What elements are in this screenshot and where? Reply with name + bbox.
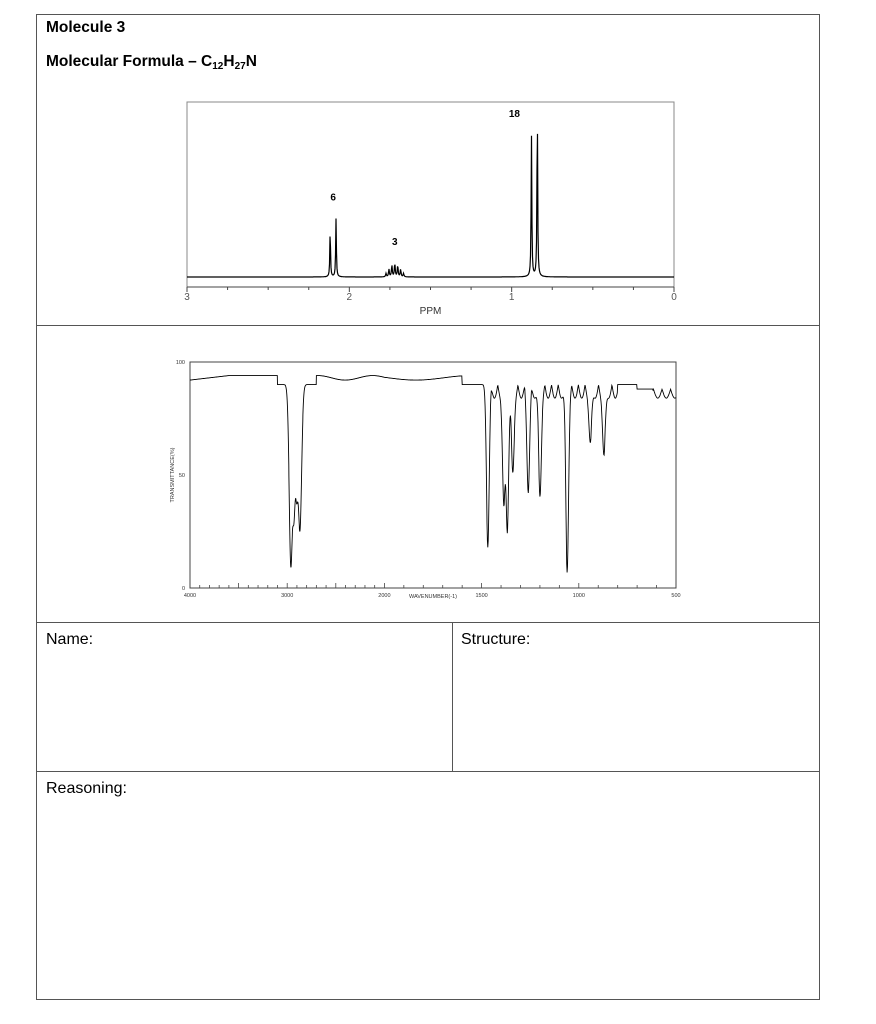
ir-y-tick-label: 100 bbox=[175, 360, 185, 366]
ir-plot-frame bbox=[190, 362, 676, 588]
ir-section bbox=[37, 326, 819, 623]
nmr-tick-label: 3 bbox=[184, 292, 190, 303]
nmr-section bbox=[37, 15, 819, 326]
nmr-plot-frame bbox=[187, 102, 674, 287]
cell-divider bbox=[452, 623, 453, 771]
ir-tick-label: 1500 bbox=[475, 593, 488, 599]
nmr-spectrum-trace bbox=[187, 134, 674, 277]
nmr-integration-label: 18 bbox=[508, 109, 520, 120]
ir-tick-label: 3000 bbox=[281, 593, 294, 599]
ir-tick-label: 1000 bbox=[572, 593, 585, 599]
molecular-formula: Molecular Formula – $C_{12}H_{27}N$ bbox=[46, 53, 257, 72]
ir-tick-label: 2000 bbox=[378, 593, 391, 599]
reasoning-section bbox=[37, 772, 819, 1000]
ir-spectrum-trace bbox=[190, 376, 676, 573]
ir-y-tick-label: 50 bbox=[178, 473, 185, 479]
name-label: Name: bbox=[46, 631, 94, 648]
nmr-integration-label: 6 bbox=[330, 192, 336, 204]
ir-y-axis-label: TRANSMITTANCE(%) bbox=[170, 447, 176, 503]
ir-x-axis-label: WAVENUMBER(-1) bbox=[409, 594, 457, 600]
nmr-x-axis-label: PPM bbox=[419, 306, 442, 317]
ir-tick-label: 4000 bbox=[183, 593, 197, 599]
nmr-spectrum-chart bbox=[37, 15, 821, 326]
name-structure-section bbox=[37, 623, 819, 772]
structure-label: Structure: bbox=[461, 631, 531, 648]
reasoning-label: Reasoning: bbox=[46, 780, 127, 797]
ir-spectrum-chart bbox=[37, 326, 821, 623]
nmr-integration-label: 3 bbox=[392, 237, 398, 249]
worksheet bbox=[36, 14, 820, 1000]
ir-y-tick-label: 0 bbox=[181, 586, 185, 592]
molecule-title: Molecule 3 bbox=[46, 19, 126, 36]
ir-tick-label: 500 bbox=[671, 593, 681, 599]
nmr-tick-label: 2 bbox=[346, 292, 353, 303]
nmr-tick-label: 1 bbox=[508, 292, 515, 303]
nmr-tick-label: 0 bbox=[671, 292, 677, 303]
